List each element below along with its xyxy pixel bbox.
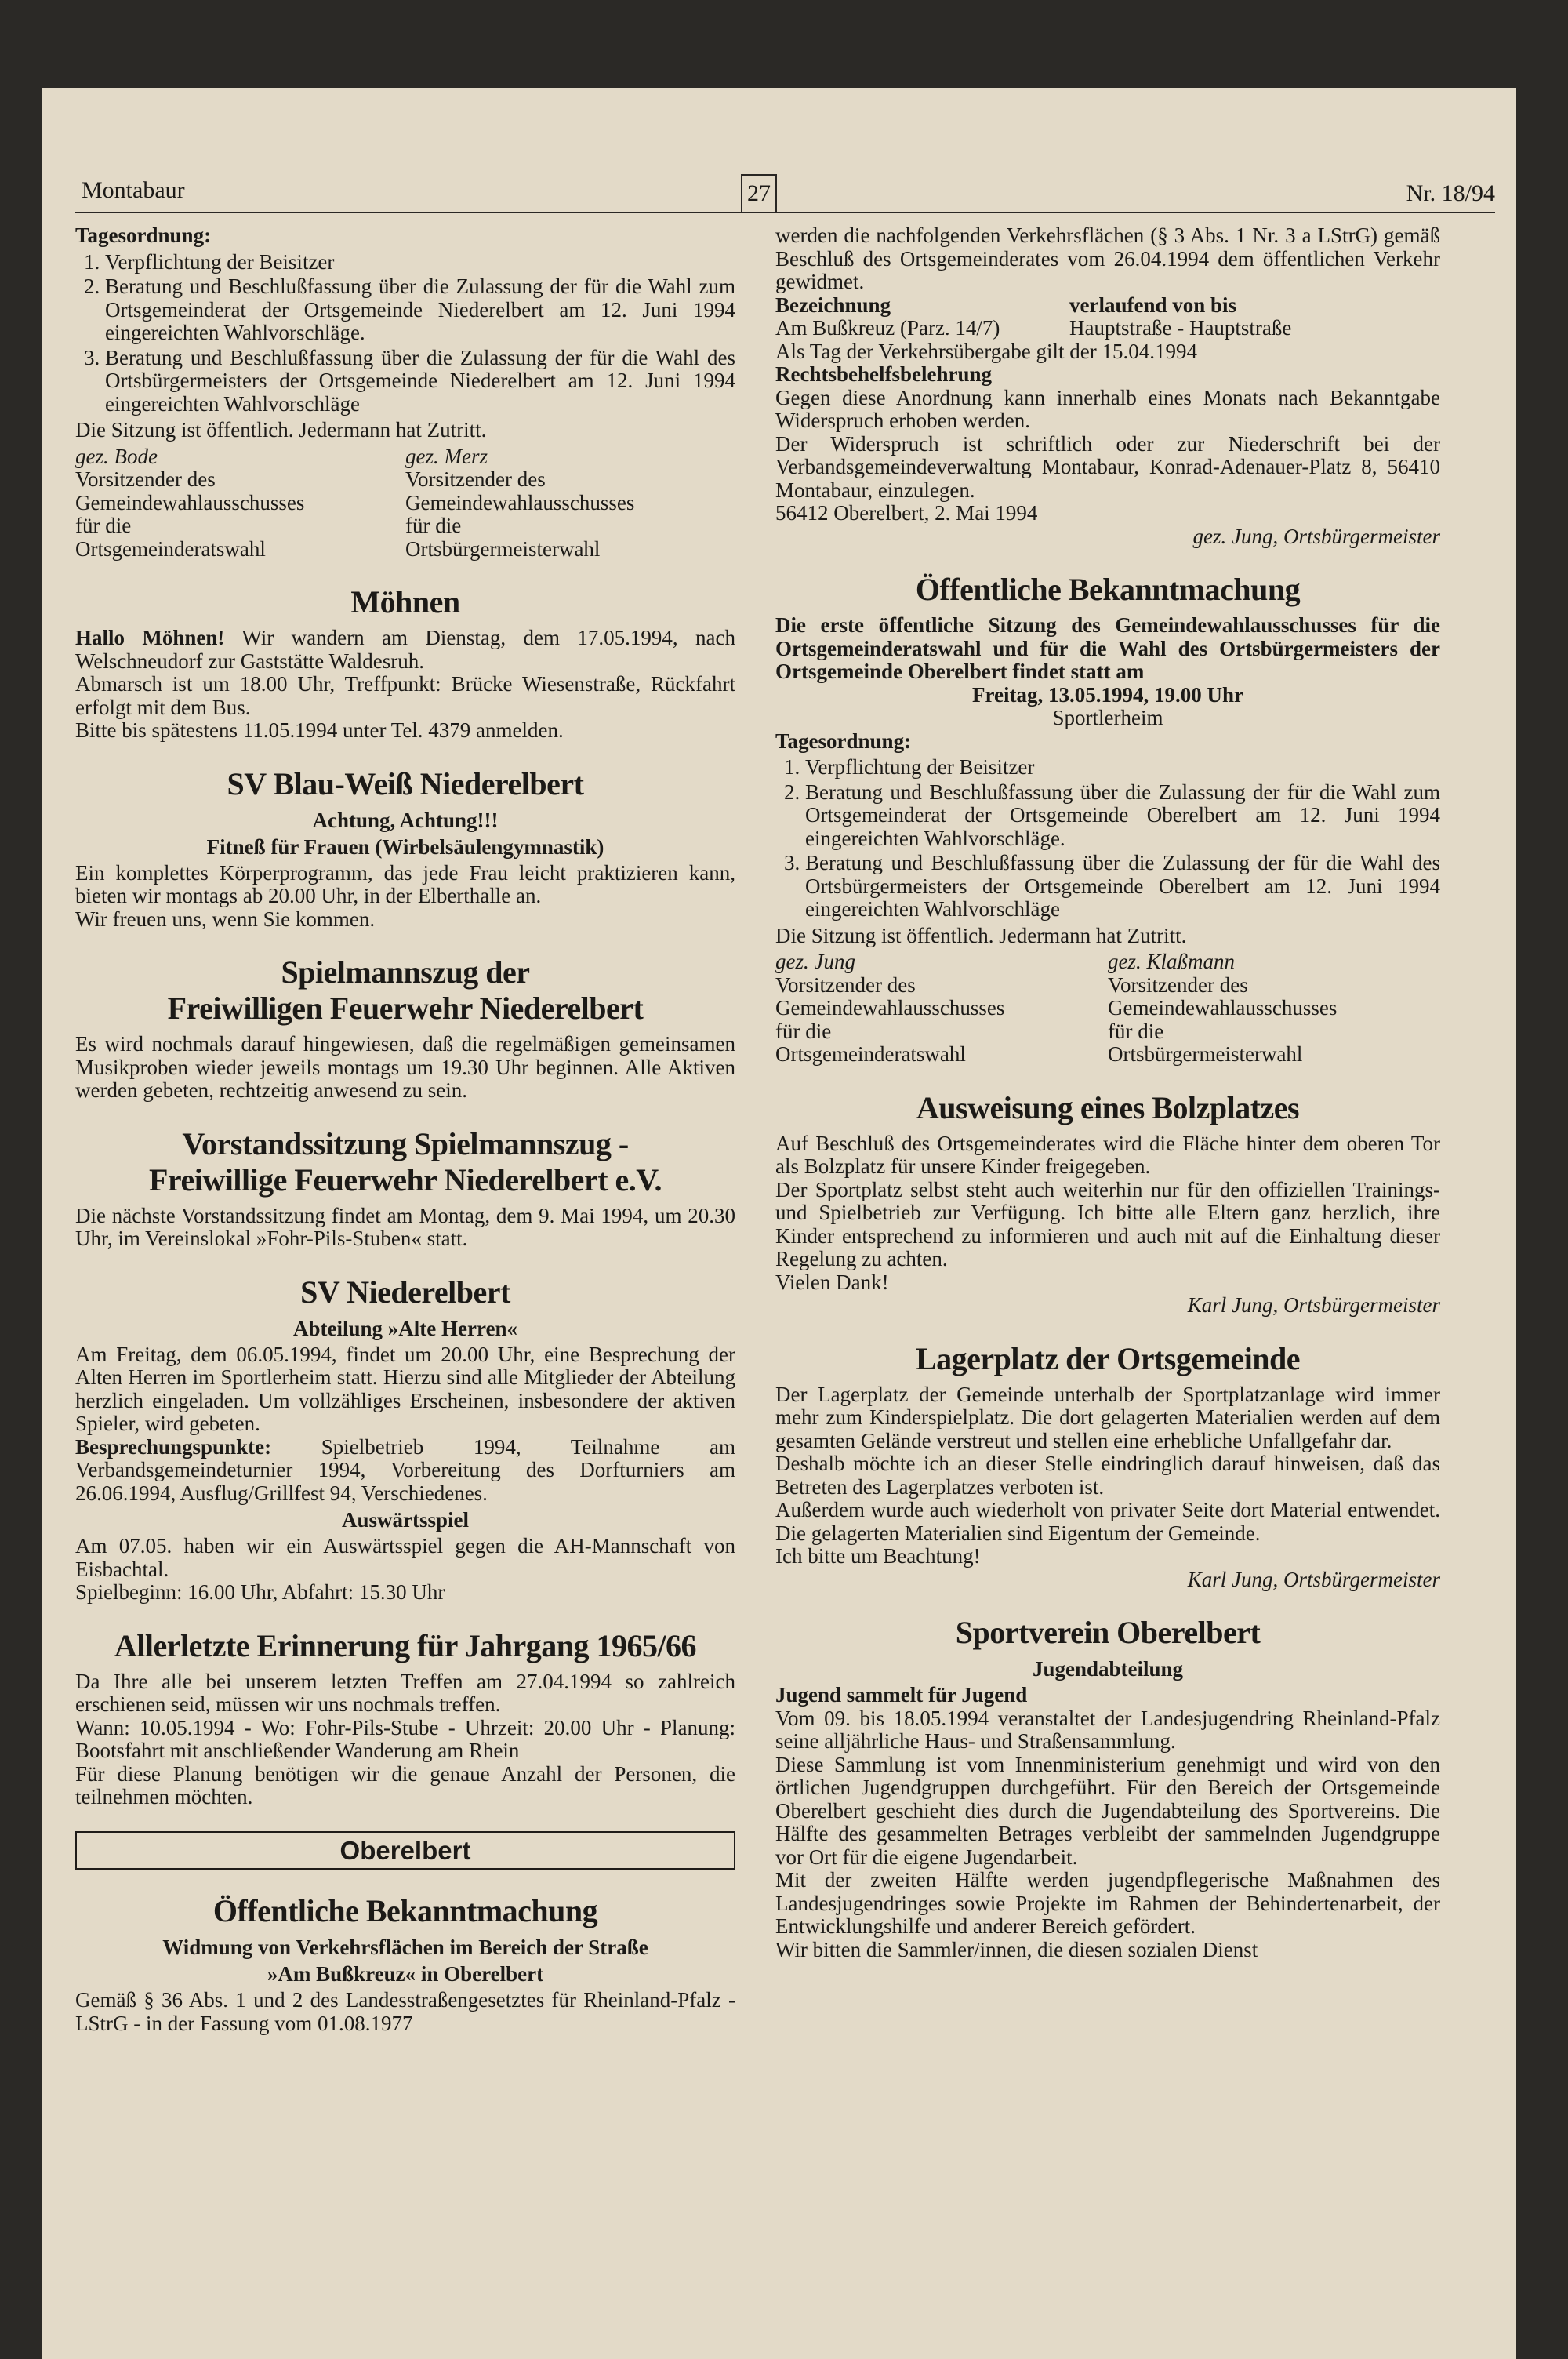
article-bolzplatz <box>775 1090 1440 1318</box>
left-column <box>75 224 735 2035</box>
article-paragraph: werden die nachfolgenden Verkehrsflächen (§ 3 Abs. 1 Nr. 3 a LStrG) gemäß Beschluß des Ortsgemeinderates vom 26.04.1994 dem öffentlichen Verkehr gewidmet. <box>775 224 1440 293</box>
table-cell: Am Bußkreuz (Parz. 14/7) <box>775 316 1000 340</box>
article-paragraph: Der Widerspruch ist schriftlich oder zur Niederschrift bei der Verbandsgemeindeverwaltung Montabaur, Konrad-Adenauer-Platz 8, 56410 Montabaur, einzulegen. <box>775 431 1440 502</box>
article-title: Möhnen <box>350 584 460 620</box>
signer-line: Vorsitzender des <box>1108 972 1248 997</box>
article-title: Öffentliche Bekanntmachung <box>915 572 1301 607</box>
agenda-list <box>75 251 735 416</box>
article-paragraph: Wir bitten die Sammler/innen, die diesen sozialen Dienst <box>775 1937 1258 1961</box>
table-row <box>775 317 1440 340</box>
article-paragraph <box>75 1436 735 1506</box>
article-subtitle: Abteilung »Alte Herren« <box>293 1316 517 1340</box>
article-paragraph: Gemäß § 36 Abs. 1 und 2 des Landesstraßengesetztes für Rheinland-Pfalz - LStrG - in der Fassung vom 01.08.1977 <box>75 1988 735 2035</box>
signer-line: für die <box>405 514 462 537</box>
column-header: verlaufend von bis <box>1069 293 1237 317</box>
article-bekanntmachung-sitzung <box>775 572 1440 1067</box>
article-paragraph: Mit der zweiten Hälfte werden jugendpflegerische Maßnahmen des Landesjugendringes sowie Projekte im Rahmen der Behindertenarbeit, der Entwicklungshilfe und anderer Bereich gefördert. <box>775 1868 1440 1938</box>
signer-name: gez. Jung <box>775 950 855 973</box>
article-paragraph: Abmarsch ist um 18.00 Uhr, Treffpunkt: Brücke Wiesenstraße, Rückfahrt erfolgt mit dem Bus. <box>75 672 735 719</box>
article-paragraph: Wir freuen uns, wenn Sie kommen. <box>75 907 376 931</box>
signer-line: Ortsbürgermeisterwahl <box>405 536 601 561</box>
article-title: SV Blau-Weiß Niederelbert <box>227 765 584 801</box>
place-date: 56412 Oberelbert, 2. Mai 1994 <box>775 501 1038 525</box>
article-bekanntmachung-widmung <box>75 1893 735 2035</box>
signature-right <box>1108 951 1440 1067</box>
signer-line: Vorsitzender des <box>75 467 216 491</box>
signer-line: Gemeindewahlausschusses <box>75 490 305 514</box>
greeting: Hallo Möhnen! <box>75 626 225 649</box>
article-subtitle: Fitneß für Frauen (Wirbelsäulengymnastik) <box>206 834 604 859</box>
article-paragraph: Außerdem wurde auch wiederholt von privater Seite dort Material entwendet. Die gelagerten Materialien sind Eigentum der Gemeinde. <box>775 1498 1440 1545</box>
public-note: Die Sitzung ist öffentlich. Jedermann hat Zutritt. <box>775 923 1187 947</box>
article-lead: Die erste öffentliche Sitzung des Gemeindewahlausschusses für die Ortsgemeinderatswahl und für die Wahl des Ortsbürgermeisters der Ortsgemeinde Oberelbert findet statt am <box>775 613 1440 683</box>
section-label: Rechtsbehelfsbelehrung <box>775 362 992 386</box>
points-text: Spielbetrieb 1994, Teilnahme am Verbandsgemeindeturnier 1994, Vorbereitung des Dorfturniers am 26.06.1994, Ausflug/Grillfest 94, Verschiedenes. <box>75 1434 735 1505</box>
event-place: Sportlerheim <box>1052 706 1163 729</box>
signer-name: gez. Bode <box>75 444 158 468</box>
signature: Karl Jung, Ortsbürgermeister <box>1187 1293 1440 1317</box>
signer-line: Ortsbürgermeisterwahl <box>1108 1042 1303 1066</box>
article-paragraph: Gegen diese Anordnung kann innerhalb eines Monats nach Bekanntgabe Widerspruch erhoben werden. <box>775 385 1440 432</box>
agenda-list <box>775 756 1440 921</box>
article-lagerplatz <box>775 1341 1440 1592</box>
signer-line: für die <box>775 1019 832 1043</box>
signer-line: für die <box>75 514 132 537</box>
article-paragraph: Am Freitag, dem 06.05.1994, findet um 20.00 Uhr, eine Besprechung der Alten Herren im Sportlerheim statt. Hierzu sind alle Mitglieder der Abteilung herzlich eingeladen. Um vollzähliges Erscheinen, insbesondere der aktiven Spieler, wird gebeten. <box>75 1342 735 1435</box>
title-line: Freiwilligen Feuerwehr Niederelbert <box>167 990 644 1026</box>
title-line: Freiwillige Feuerwehr Niederelbert e.V. <box>149 1161 662 1198</box>
signature: gez. Jung, Ortsbürgermeister <box>1192 524 1440 548</box>
title-line: Spielmannszug der <box>281 954 530 990</box>
article-paragraph: Vielen Dank! <box>775 1270 889 1294</box>
signer-line: Vorsitzender des <box>405 467 546 491</box>
article-sv-niederelbert <box>75 1274 735 1605</box>
article-title: Ausweisung eines Bolzplatzes <box>916 1089 1300 1125</box>
agenda-title: Tagesordnung: <box>775 729 912 753</box>
article-subtitle: Widmung von Verkehrsflächen im Bereich der Straße <box>162 1936 648 1959</box>
signer-line: Ortsgemeinderatswahl <box>75 536 266 561</box>
article-vorstandssitzung <box>75 1126 735 1251</box>
agenda-item: 2. Beratung und Beschlußfassung über die Zulassung der für die Wahl zum Ortsgemeinderat der Ortsgemeinde Oberelbert am 12. Juni 1994 eingereichten Wahlvorschläge. <box>805 781 1440 851</box>
header-town: Montabaur <box>82 177 185 203</box>
signer-line: Gemeindewahlausschusses <box>1108 996 1338 1020</box>
article-title: Sportverein Oberelbert <box>955 1615 1261 1650</box>
article-paragraph <box>75 627 735 673</box>
points-label: Besprechungspunkte: <box>75 1434 272 1459</box>
article-title <box>75 954 735 1027</box>
article-paragraph: Auf Beschluß des Ortsgemeinderates wird die Fläche hinter dem oberen Tor als Bolzplatz für unsere Kinder freigegeben. <box>775 1131 1440 1178</box>
header-rule <box>75 212 1495 213</box>
article-title: Allerletzte Erinnerung für Jahrgang 1965/66 <box>114 1627 697 1663</box>
section-header-oberelbert: Oberelbert <box>75 1831 735 1870</box>
agenda-item: 1. Verpflichtung der Beisitzer <box>105 251 735 274</box>
agenda-item: 3. Beratung und Beschlußfassung über die Zulassung der für die Wahl des Ortsbürgermeisters der Ortsgemeinde Niederelbert am 12. Juni 1994 eingereichten Wahlvorschläge <box>105 347 735 416</box>
article-title: SV Niederelbert <box>300 1274 510 1310</box>
article-paragraph: Da Ihre alle bei unserem letzten Treffen am 27.04.1994 so zahlreich erschienen seid, müssen wir uns nochmals treffen. <box>75 1669 735 1716</box>
article-lead: Jugend sammelt für Jugend <box>775 1683 1028 1707</box>
signatures <box>775 951 1440 1067</box>
signer-line: Vorsitzender des <box>775 972 916 997</box>
article-title <box>75 1126 735 1198</box>
agenda-item: 1. Verpflichtung der Beisitzer <box>805 756 1440 780</box>
article-sv-blau-weiss <box>75 766 735 932</box>
signature-right <box>405 445 735 562</box>
article-paragraph: Als Tag der Verkehrsübergabe gilt der 15.04.1994 <box>775 339 1197 363</box>
article-paragraph: Spielbeginn: 16.00 Uhr, Abfahrt: 15.30 Uhr <box>75 1580 445 1604</box>
agenda-niederelbert <box>75 224 735 561</box>
signer-line: Gemeindewahlausschusses <box>405 490 635 514</box>
article-moehnen <box>75 584 735 743</box>
article-paragraph: Vom 09. bis 18.05.1994 veranstaltet der Landesjugendring Rheinland-Pfalz seine alljährliche Haus- und Straßensammlung. <box>775 1706 1440 1753</box>
article-paragraph: Bitte bis spätestens 11.05.1994 unter Tel. 4379 anmelden. <box>75 718 564 742</box>
article-subtitle: Auswärtsspiel <box>341 1508 469 1532</box>
article-subtitle: »Am Bußkreuz« in Oberelbert <box>267 1962 544 1986</box>
signatures <box>75 445 735 562</box>
signature: Karl Jung, Ortsbürgermeister <box>1187 1567 1440 1591</box>
article-paragraph: Der Lagerplatz der Gemeinde unterhalb der Sportplatzanlage wird immer mehr zum Kinderspielplatz. Die dort gelagerten Materialien werden auf dem gesamten Gelände verstreut und stellen eine erhebliche Unfallgefahr dar. <box>775 1382 1440 1452</box>
article-paragraph: Wann: 10.05.1994 - Wo: Fohr-Pils-Stube - Uhrzeit: 20.00 Uhr - Planung: Bootsfahrt mit anschließender Wanderung am Rhein <box>75 1715 735 1762</box>
signer-name: gez. Merz <box>405 444 488 468</box>
column-header: Bezeichnung <box>775 293 891 317</box>
agenda-title: Tagesordnung: <box>75 224 212 247</box>
article-paragraph: Ich bitte um Beachtung! <box>775 1544 981 1568</box>
signer-line: für die <box>1108 1019 1164 1043</box>
right-column <box>775 224 1440 1961</box>
agenda-item: 2. Beratung und Beschlußfassung über die Zulassung der für die Wahl zum Ortsgemeinderat der Ortsgemeinde Niederelbert am 12. Juni 1994 eingereichten Wahlvorschläge. <box>105 275 735 345</box>
article-title: Lagerplatz der Ortsgemeinde <box>915 1340 1301 1376</box>
signature-left <box>775 951 1108 1067</box>
signer-name: gez. Klaßmann <box>1108 950 1235 973</box>
header-page-number: 27 <box>741 174 777 213</box>
article-subtitle: Jugendabteilung <box>1032 1657 1184 1681</box>
article-subtitle: Achtung, Achtung!!! <box>312 808 499 832</box>
signer-line: Gemeindewahlausschusses <box>775 996 1005 1020</box>
event-date: Freitag, 13.05.1994, 19.00 Uhr <box>972 682 1243 707</box>
article-paragraph: Der Sportplatz selbst steht auch weiterhin nur für den offiziellen Trainings- und Spielbetrieb zur Verfügung. Ich bitte alle Eltern ganz herzlich, ihre Kinder entsprechend zu informieren und auch mit auf die Einhaltung dieser Regelung zu achten. <box>775 1177 1440 1270</box>
article-spielmannszug <box>75 954 735 1103</box>
article-text: Wir wandern am Dienstag, dem 17.05.1994, nach Welschneudorf zur Gaststätte Waldesruh. <box>75 626 736 673</box>
article-paragraph: Für diese Planung benötigen wir die genaue Anzahl der Personen, die teilnehmen möchten. <box>75 1761 735 1808</box>
article-paragraph: Diese Sammlung ist vom Innenministerium genehmigt und wird von den örtlichen Jugendgruppen durchgeführt. Für den Bereich der Ortsgemeinde Oberelbert geschieht dies durch die Jugendabteilung des Sportvereins. Die Hälfte des gesammelten Betrages verbleibt der sammelnden Jugendgruppe vor Ort für die eigene Jugendarbeit. <box>775 1752 1440 1869</box>
article-sportverein <box>775 1615 1440 1961</box>
article-title: Öffentliche Bekanntmachung <box>212 1893 598 1928</box>
article-jahrgang <box>75 1628 735 1809</box>
public-note: Die Sitzung ist öffentlich. Jedermann hat Zutritt. <box>75 418 487 442</box>
agenda-item: 3. Beratung und Beschlußfassung über die Zulassung der für die Wahl des Ortsbürgermeisters der Ortsgemeinde Oberelbert am 12. Juni 1994 eingereichten Wahlvorschläge <box>805 852 1440 921</box>
table-header <box>775 294 1440 318</box>
article-paragraph: Am 07.05. haben wir ein Auswärtsspiel gegen die AH-Mannschaft von Eisbachtal. <box>75 1534 735 1581</box>
title-line: Vorstandssitzung Spielmannszug - <box>182 1125 629 1161</box>
article-widmung-continued <box>775 224 1440 548</box>
article-paragraph: Deshalb möchte ich an dieser Stelle eindringlich darauf hinweisen, daß das Betreten des Lagerplatzes verboten ist. <box>775 1452 1440 1499</box>
article-paragraph: Die nächste Vorstandssitzung findet am Montag, dem 9. Mai 1994, um 20.30 Uhr, im Vereinslokal »Fohr-Pils-Stuben« statt. <box>75 1203 735 1250</box>
table-cell: Hauptstraße - Hauptstraße <box>1069 316 1292 340</box>
header-issue: Nr. 18/94 <box>1406 180 1495 206</box>
article-paragraph: Ein komplettes Körperprogramm, das jede Frau leicht praktizieren kann, bieten wir montags ab 20.00 Uhr, in der Elberthalle an. <box>75 860 735 907</box>
signature-left <box>75 445 405 562</box>
article-paragraph: Es wird nochmals darauf hingewiesen, daß die regelmäßigen gemeinsamen Musikproben wieder jeweils montags um 19.30 Uhr beginnen. Alle Aktiven werden gebeten, rechtzeitig anwesend zu sein. <box>75 1032 735 1102</box>
signer-line: Ortsgemeinderatswahl <box>775 1042 966 1066</box>
